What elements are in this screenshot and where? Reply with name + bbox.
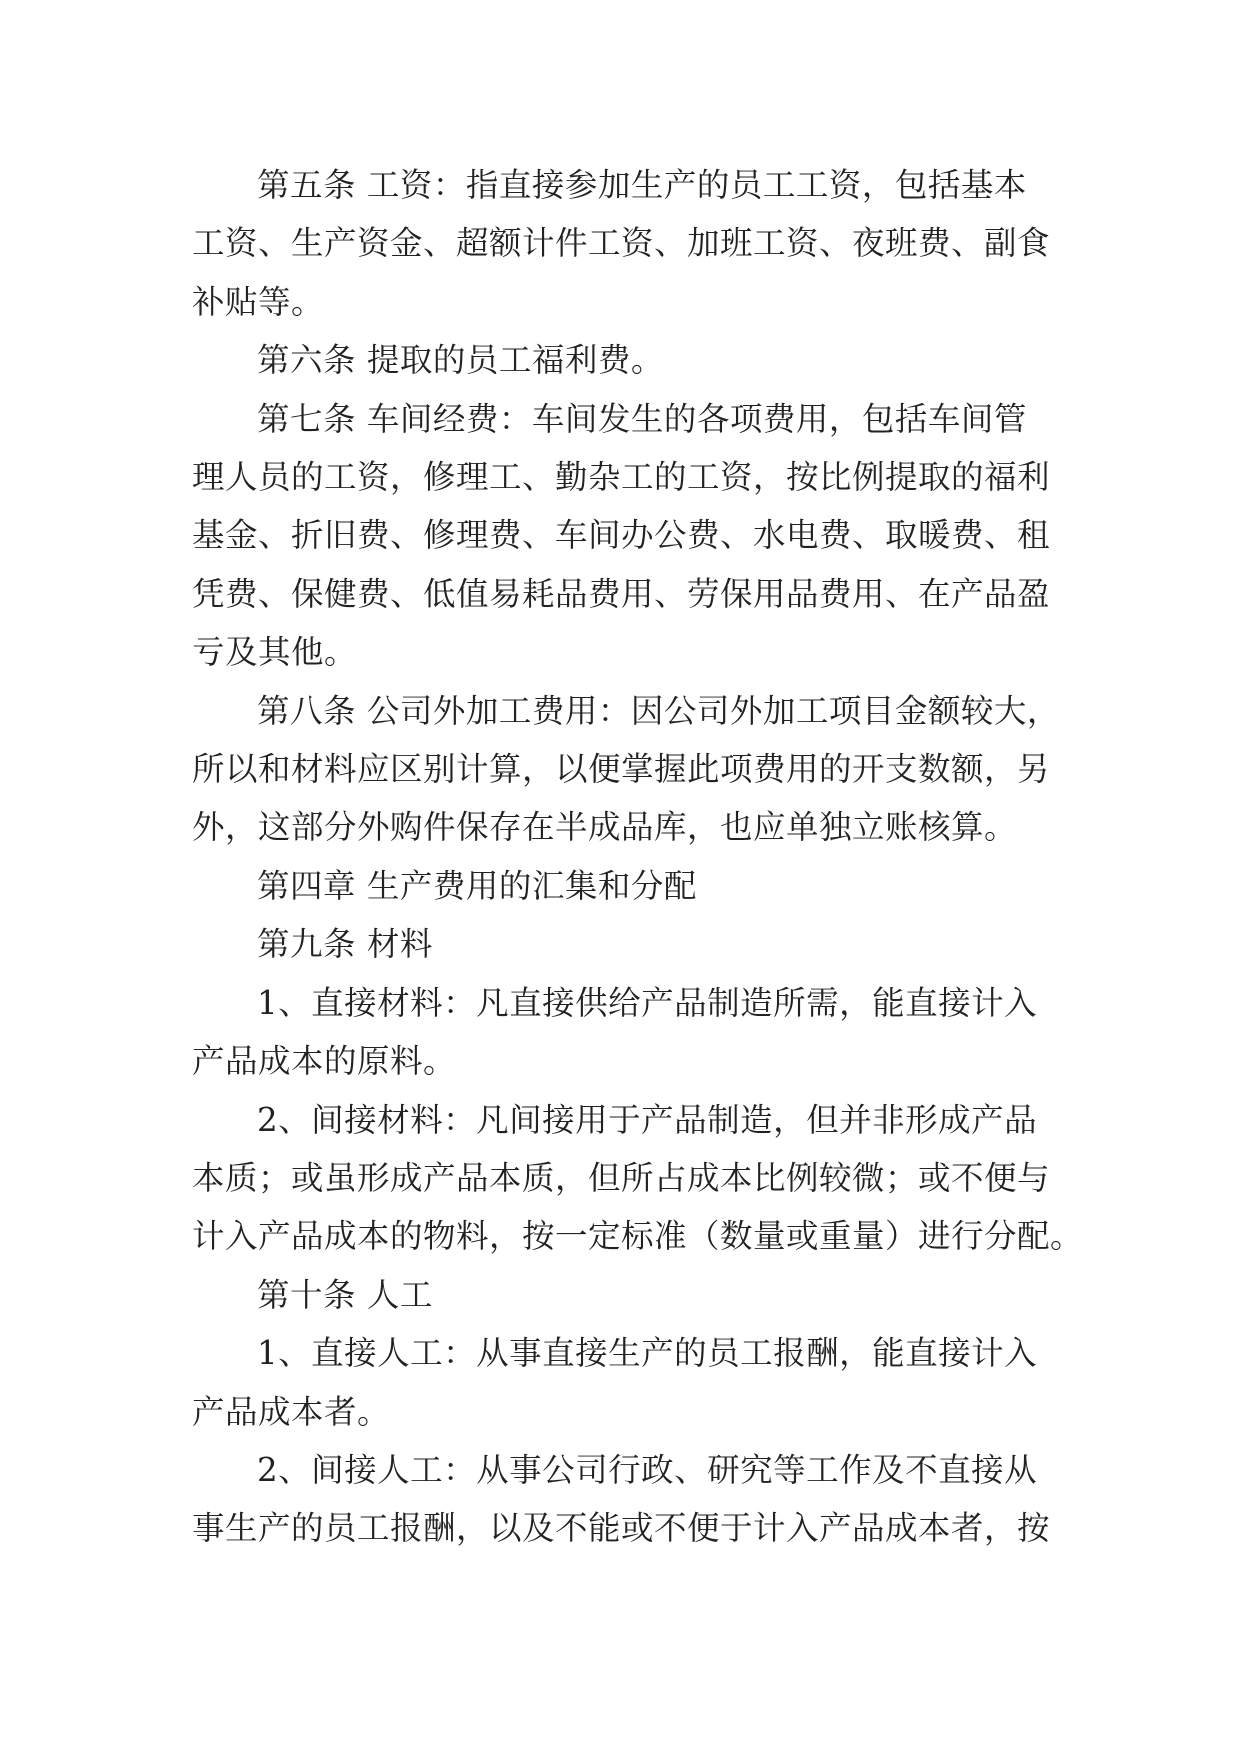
text-line: 基金、折旧费、修理费、车间办公费、水电费、取暖费、租	[192, 516, 1051, 555]
text-line: 第七条 车间经费：车间发生的各项费用，包括车间管	[257, 399, 1027, 438]
text-line: 事生产的员工报酬，以及不能或不便于计入产品成本者，按	[192, 1509, 1051, 1548]
text-line: 理人员的工资，修理工、勤杂工的工资，按比例提取的福利	[192, 458, 1051, 497]
text-line: 凭费、保健费、低值易耗品费用、劳保用品费用、在产品盈	[192, 574, 1051, 613]
article-heading: 第九条 材料	[257, 925, 433, 964]
text-line: 亏及其他。	[192, 633, 358, 672]
article-heading: 第十条 人工	[257, 1275, 433, 1314]
text-line: 计入产品成本的物料，按一定标准（数量或重量）进行分配。	[192, 1217, 1084, 1256]
text-line: 产品成本者。	[192, 1392, 391, 1431]
chapter-heading: 第四章 生产费用的汇集和分配	[257, 866, 697, 905]
text-line: 1、直接材料：凡直接供给产品制造所需，能直接计入	[257, 983, 1038, 1022]
text-line: 2、间接人工：从事公司行政、研究等工作及不直接从	[257, 1450, 1038, 1489]
text-line: 所以和材料应区别计算，以便掌握此项费用的开支数额，另	[192, 750, 1051, 789]
text-line: 产品成本的原料。	[192, 1042, 457, 1081]
text-line: 1、直接人工：从事直接生产的员工报酬，能直接计入	[257, 1334, 1038, 1373]
text-line: 本质；或虽形成产品本质，但所占成本比例较微；或不便与	[192, 1158, 1051, 1197]
text-line: 2、间接材料：凡间接用于产品制造，但并非形成产品	[257, 1100, 1038, 1139]
text-line: 工资、生产资金、超额计件工资、加班工资、夜班费、副食	[192, 224, 1051, 263]
text-line: 第八条 公司外加工费用：因公司外加工项目金额较大，	[257, 691, 1060, 730]
text-line: 第五条 工资：指直接参加生产的员工工资，包括基本	[257, 166, 1027, 204]
text-line: 补贴等。	[192, 282, 325, 321]
text-line: 第六条 提取的员工福利费。	[257, 341, 664, 380]
text-line: 外，这部分外购件保存在半成品库，也应单独立账核算。	[192, 808, 1018, 847]
document-body	[192, 156, 1084, 1558]
